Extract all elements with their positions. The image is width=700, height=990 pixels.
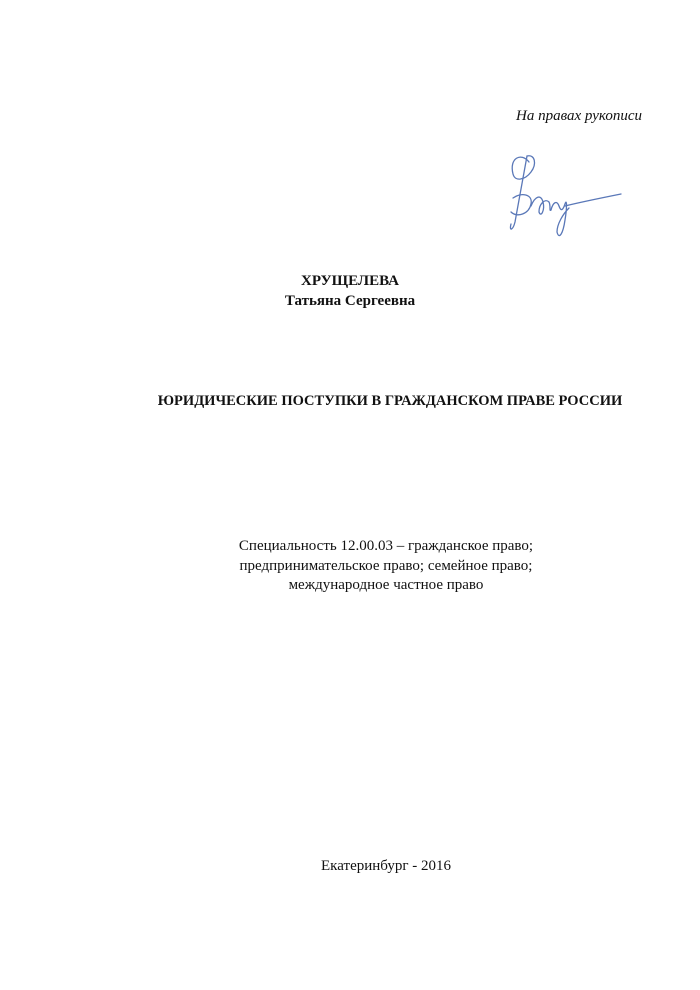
rights-note: На правах рукописи [516,108,642,124]
author-surname: ХРУЩЕЛЕВА [301,273,399,289]
specialty-line: международное частное право [288,577,484,593]
specialty-line: Специальность 12.00.03 – гражданское право; [238,538,534,554]
handwritten-signature-icon [505,148,625,244]
author-block [0,271,700,311]
author-name: Татьяна Сергеевна [284,293,416,309]
specialty-block [0,537,700,596]
thesis-title: ЮРИДИЧЕСКИЕ ПОСТУПКИ В ГРАЖДАНСКОМ ПРАВЕ РОССИИ [157,393,623,409]
specialty-line: предпринимательское право; семейное право; [239,557,533,574]
city-year: Екатеринбург - 2016 [321,858,451,874]
